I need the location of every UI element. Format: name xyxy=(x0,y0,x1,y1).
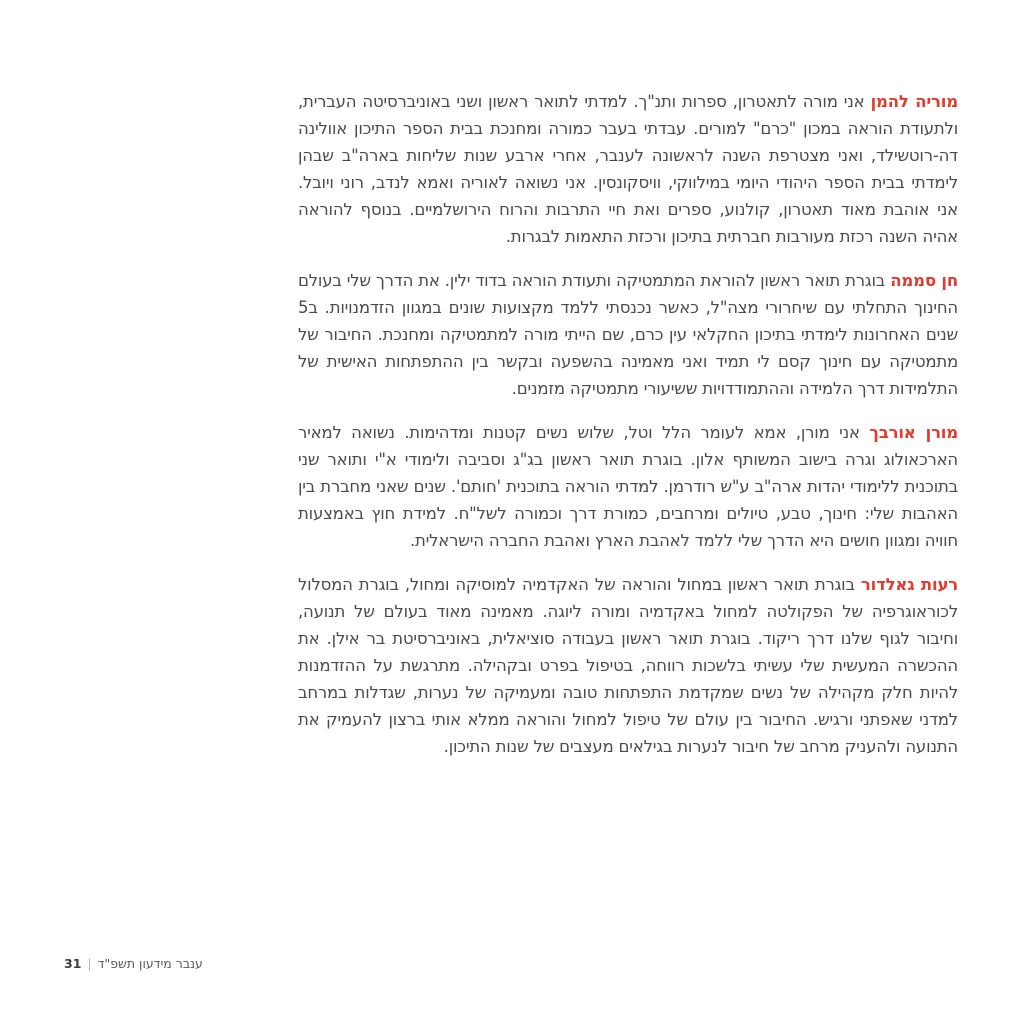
bio-text: אני מורן, אמא לעומר הלל וטל, שלוש נשים קטנות ומדהימות. נשואה למאיר הארכאולוג וגרה בישוב המשותף אלון. בוגרת תואר ראשון בג"ג וסביבה ולימודי א"י ותואר שני בתוכנית ללימודי יהדות ארה"ב ע"ש רודרמן. למדתי הוראה בתוכנית 'חותם'. שנים שאני מחברת בין האהבות שלי: חינוך, טבע, טיולים ומרחבים, כמורת דרך וכמורה לשל"ח. למידת חוץ באמצעות חוויה ומגוון חושים היא הדרך שלי ללמד לאהבת הארץ ואהבת החברה הישראלית. xyxy=(298,423,958,550)
footer-separator: | xyxy=(87,956,92,971)
bio-paragraph-moran-orbach xyxy=(298,419,958,554)
teacher-name: מורן אורבך xyxy=(869,423,959,442)
bio-text: בוגרת תואר ראשון להוראת המתמטיקה ותעודת הוראה בדוד ילין. את הדרך שלי בעולם החינוך התחלתי עם שיחרורי מצה"ל, כאשר נכנסתי ללמד מקצועות שונים במגוון הזדמנויות. ב5 שנים האחרונות לימדתי בתיכון החקלאי עין כרם, שם הייתי מורה למתמטיקה ומחנכת. החיבור של מתמטיקה עם חינוך קסם לי תמיד ואני מאמינה בהשפעה ובקשר בין ההתפתחות האישית של התלמידות דרך הלמידה וההתמודדויות ששיעורי מתמטיקה מזמנים. xyxy=(298,271,958,398)
bio-text: אני מורה לתאטרון, ספרות ותנ"ך. למדתי לתואר ראשון ושני באוניברסיטה העברית, ולתעודת הוראה במכון "כרם" למורים. עבדתי בעבר כמורה ומחנכת בבית הספר התיכון אוולינה דה-רוטשילד, ואני מצטרפת השנה לראשונה לענבר, אחרי ארבע שנות שליחות בארה"ב שבהן לימדתי בבית הספר היהודי היומי במילווקי, וויסקונסין. אני נשואה לאוריה ואמא לנדב, רוני ויובל. אני אוהבת מאוד תאטרון, קולנוע, ספרים ואת חיי התרבות והרוח הירושלמיים. בנוסף להוראה אהיה השנה רכזת מעורבות חברתית בתיכון ורכזת התאמות לבגרות. xyxy=(298,92,958,246)
teacher-name: חן סממה xyxy=(890,271,959,290)
teacher-bios-section xyxy=(298,88,958,777)
teacher-name: רעות גאלדור xyxy=(860,575,958,594)
bio-paragraph-reut-galdor xyxy=(298,571,958,760)
publication-name: ענבר מידעון תשפ"ד xyxy=(97,956,203,971)
bio-paragraph-moria-lehman xyxy=(298,88,958,250)
bio-paragraph-chen-samama xyxy=(298,267,958,402)
page-footer xyxy=(64,955,203,973)
teacher-name: מוריה להמן xyxy=(870,92,958,111)
page-number: 31 xyxy=(64,956,82,971)
bio-text: בוגרת תואר ראשון במחול והוראה של האקדמיה למוסיקה ומחול, בוגרת המסלול לכוראוגרפיה של הפקולטה למחול באקדמיה ומורה ליוגה. מאמינה מאוד בעולם של תנועה, וחיבור לגוף שלנו דרך ריקוד. בוגרת תואר ראשון בעבודה סוציאלית, באוניברסיטת בר אילן. את ההכשרה המעשית שלי עשיתי בלשכות רווחה, בטיפול בפרט ובקהילה. מתרגשת על ההזדמנות להיות חלק מקהילה של נשים שמקדמת התפתחות טובה ומעמיקה של נערות, שגדלות במרחב למדני שאפתני ורגיש. החיבור בין עולם של טיפול למחול והוראה ממלא אותי ברצון להעמיק את התנועה ולהעניק מרחב של חיבור לנערות בגילאים מעצבים של שנות התיכון. xyxy=(298,575,958,756)
